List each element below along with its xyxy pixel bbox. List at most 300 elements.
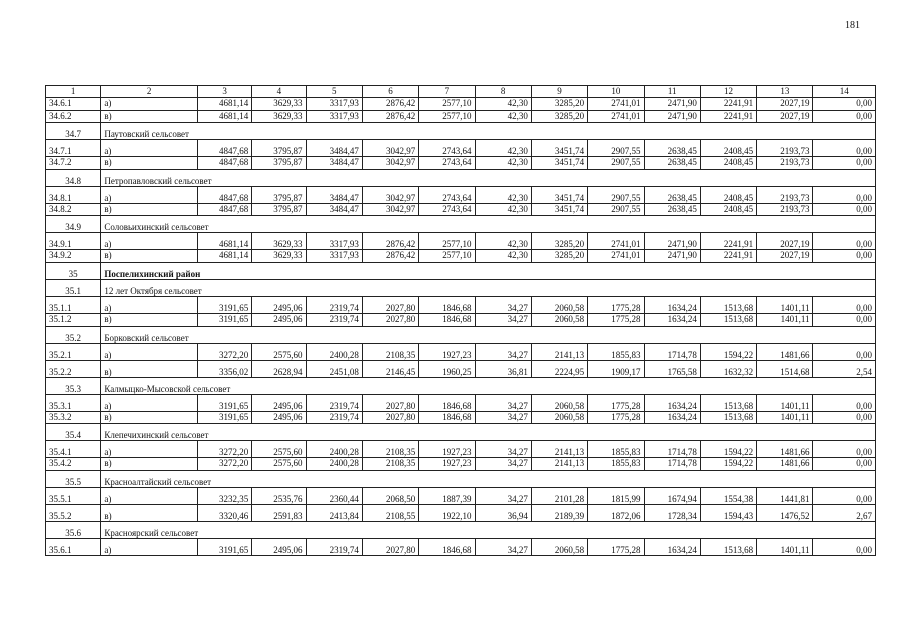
value-cell: 3629,33 <box>252 110 306 123</box>
value-cell: 42,30 <box>475 140 531 157</box>
value-cell: 2400,28 <box>306 458 362 471</box>
value-cell: 2495,06 <box>252 538 306 555</box>
value-cell: 2876,42 <box>362 250 418 263</box>
value-cell: 1922,10 <box>419 504 475 521</box>
table-row <box>46 504 876 521</box>
value-cell: 34,27 <box>475 296 531 313</box>
value-cell: 3232,35 <box>197 487 251 504</box>
value-cell: 3317,93 <box>306 250 362 263</box>
value-cell: 1855,83 <box>588 441 644 458</box>
row-code: 34.7.1 <box>46 140 101 157</box>
row-code: 35.5 <box>46 470 101 487</box>
value-cell: 2141,13 <box>531 458 587 471</box>
value-cell: 4681,14 <box>197 250 251 263</box>
value-cell: 2408,45 <box>700 140 756 157</box>
column-number-cell: 12 <box>700 86 756 98</box>
column-number-cell: 10 <box>588 86 644 98</box>
row-label: в) <box>101 203 198 216</box>
value-cell: 0,00 <box>813 441 876 458</box>
value-cell: 42,30 <box>475 186 531 203</box>
value-cell: 4847,68 <box>197 186 251 203</box>
value-cell: 2060,58 <box>531 313 587 326</box>
value-cell: 2743,64 <box>419 140 475 157</box>
value-cell: 2027,80 <box>362 313 418 326</box>
value-cell: 42,30 <box>475 110 531 123</box>
row-code: 35.3.1 <box>46 394 101 411</box>
value-cell: 2224,95 <box>531 360 587 377</box>
value-cell: 3285,20 <box>531 98 587 111</box>
value-cell: 2060,58 <box>531 394 587 411</box>
value-cell: 2027,80 <box>362 296 418 313</box>
value-cell: 2141,13 <box>531 343 587 360</box>
value-cell: 1855,83 <box>588 343 644 360</box>
value-cell: 2193,73 <box>757 186 813 203</box>
value-cell: 3272,20 <box>197 343 251 360</box>
value-cell: 34,27 <box>475 538 531 555</box>
section-row <box>46 424 876 441</box>
value-cell: 42,30 <box>475 203 531 216</box>
value-cell: 2319,74 <box>306 394 362 411</box>
value-cell: 2575,60 <box>252 343 306 360</box>
value-cell: 2471,90 <box>644 250 700 263</box>
row-label: в) <box>101 411 198 424</box>
value-cell: 42,30 <box>475 233 531 250</box>
value-cell: 0,00 <box>813 140 876 157</box>
table-row <box>46 411 876 424</box>
value-cell: 2575,60 <box>252 441 306 458</box>
value-cell: 3484,47 <box>306 186 362 203</box>
row-label: в) <box>101 157 198 170</box>
value-cell: 1674,94 <box>644 487 700 504</box>
section-title: Красноалтайский сельсовет <box>101 470 876 487</box>
section-row <box>46 123 876 140</box>
value-cell: 3795,87 <box>252 140 306 157</box>
value-cell: 1714,78 <box>644 441 700 458</box>
section-row <box>46 470 876 487</box>
value-cell: 2060,58 <box>531 411 587 424</box>
value-cell: 2907,55 <box>588 157 644 170</box>
value-cell: 1401,11 <box>757 313 813 326</box>
value-cell: 0,00 <box>813 538 876 555</box>
row-code: 35.2.1 <box>46 343 101 360</box>
row-code: 35.4.1 <box>46 441 101 458</box>
row-label: а) <box>101 538 198 555</box>
value-cell: 3795,87 <box>252 157 306 170</box>
value-cell: 2,54 <box>813 360 876 377</box>
value-cell: 2189,39 <box>531 504 587 521</box>
column-number-cell: 14 <box>813 86 876 98</box>
value-cell: 2141,13 <box>531 441 587 458</box>
value-cell: 1401,11 <box>757 296 813 313</box>
value-cell: 42,30 <box>475 98 531 111</box>
value-cell: 2241,91 <box>700 233 756 250</box>
section-row <box>46 377 876 394</box>
value-cell: 3191,65 <box>197 538 251 555</box>
row-label: а) <box>101 186 198 203</box>
value-cell: 1632,32 <box>700 360 756 377</box>
value-cell: 2741,01 <box>588 110 644 123</box>
row-code: 35.3.2 <box>46 411 101 424</box>
section-row <box>46 216 876 233</box>
value-cell: 2400,28 <box>306 441 362 458</box>
value-cell: 3484,47 <box>306 157 362 170</box>
section-title: 12 лет Октября сельсовет <box>101 279 876 296</box>
value-cell: 2741,01 <box>588 233 644 250</box>
value-cell: 2027,19 <box>757 98 813 111</box>
column-number-header-row <box>46 86 876 98</box>
value-cell: 1927,23 <box>419 441 475 458</box>
value-cell: 3285,20 <box>531 233 587 250</box>
value-cell: 2495,06 <box>252 296 306 313</box>
value-cell: 34,27 <box>475 411 531 424</box>
value-cell: 2743,64 <box>419 203 475 216</box>
value-cell: 1401,11 <box>757 411 813 424</box>
value-cell: 2471,90 <box>644 233 700 250</box>
table-row <box>46 186 876 203</box>
value-cell: 1634,24 <box>644 394 700 411</box>
value-cell: 4681,14 <box>197 98 251 111</box>
value-cell: 1634,24 <box>644 296 700 313</box>
value-cell: 2638,45 <box>644 157 700 170</box>
row-code: 34.8.2 <box>46 203 101 216</box>
value-cell: 2193,73 <box>757 157 813 170</box>
row-code: 34.9.2 <box>46 250 101 263</box>
row-code: 34.8 <box>46 169 101 186</box>
value-cell: 1481,66 <box>757 343 813 360</box>
row-code: 34.7 <box>46 123 101 140</box>
section-title: Соловьихинский сельсовет <box>101 216 876 233</box>
value-cell: 1728,34 <box>644 504 700 521</box>
value-cell: 4847,68 <box>197 203 251 216</box>
value-cell: 2638,45 <box>644 203 700 216</box>
row-code: 35.3 <box>46 377 101 394</box>
section-title: Красноярский сельсовет <box>101 521 876 538</box>
value-cell: 2495,06 <box>252 394 306 411</box>
page-number: 181 <box>845 20 860 31</box>
value-cell: 2319,74 <box>306 296 362 313</box>
value-cell: 2027,80 <box>362 394 418 411</box>
value-cell: 2741,01 <box>588 98 644 111</box>
value-cell: 3451,74 <box>531 186 587 203</box>
section-title: Паутовский сельсовет <box>101 123 876 140</box>
table-row <box>46 98 876 111</box>
value-cell: 3629,33 <box>252 250 306 263</box>
table-row <box>46 313 876 326</box>
value-cell: 34,27 <box>475 441 531 458</box>
table-row <box>46 441 876 458</box>
value-cell: 2451,08 <box>306 360 362 377</box>
value-cell: 1714,78 <box>644 458 700 471</box>
value-cell: 1634,24 <box>644 411 700 424</box>
value-cell: 42,30 <box>475 157 531 170</box>
value-cell: 0,00 <box>813 487 876 504</box>
value-cell: 3317,93 <box>306 98 362 111</box>
value-cell: 2628,94 <box>252 360 306 377</box>
table-row <box>46 233 876 250</box>
value-cell: 1846,68 <box>419 394 475 411</box>
value-cell: 4847,68 <box>197 140 251 157</box>
district-row <box>46 262 876 279</box>
value-cell: 2638,45 <box>644 140 700 157</box>
value-cell: 3191,65 <box>197 394 251 411</box>
value-cell: 1714,78 <box>644 343 700 360</box>
value-cell: 2027,19 <box>757 250 813 263</box>
column-number-cell: 1 <box>46 86 101 98</box>
table-row <box>46 140 876 157</box>
value-cell: 2577,10 <box>419 250 475 263</box>
value-cell: 34,27 <box>475 487 531 504</box>
value-cell: 0,00 <box>813 458 876 471</box>
value-cell: 2241,91 <box>700 98 756 111</box>
value-cell: 36,94 <box>475 504 531 521</box>
value-cell: 4681,14 <box>197 233 251 250</box>
column-number-cell: 7 <box>419 86 475 98</box>
value-cell: 1775,28 <box>588 411 644 424</box>
value-cell: 2907,55 <box>588 186 644 203</box>
table-row <box>46 157 876 170</box>
value-cell: 2108,35 <box>362 343 418 360</box>
value-cell: 1513,68 <box>700 538 756 555</box>
value-cell: 34,27 <box>475 343 531 360</box>
value-cell: 1476,52 <box>757 504 813 521</box>
value-cell: 3191,65 <box>197 411 251 424</box>
row-code: 35.4 <box>46 424 101 441</box>
row-label: а) <box>101 140 198 157</box>
value-cell: 2471,90 <box>644 110 700 123</box>
value-cell: 2575,60 <box>252 458 306 471</box>
value-cell: 3484,47 <box>306 140 362 157</box>
value-cell: 1513,68 <box>700 313 756 326</box>
value-cell: 3356,02 <box>197 360 251 377</box>
row-code: 35.5.1 <box>46 487 101 504</box>
value-cell: 1775,28 <box>588 538 644 555</box>
value-cell: 2577,10 <box>419 98 475 111</box>
value-cell: 3042,97 <box>362 140 418 157</box>
value-cell: 1927,23 <box>419 343 475 360</box>
value-cell: 1775,28 <box>588 313 644 326</box>
value-cell: 2400,28 <box>306 343 362 360</box>
value-cell: 2577,10 <box>419 233 475 250</box>
section-title: Петропавловский сельсовет <box>101 169 876 186</box>
column-number-cell: 8 <box>475 86 531 98</box>
row-label: а) <box>101 441 198 458</box>
value-cell: 1887,39 <box>419 487 475 504</box>
value-cell: 3795,87 <box>252 203 306 216</box>
value-cell: 1513,68 <box>700 394 756 411</box>
column-number-cell: 11 <box>644 86 700 98</box>
value-cell: 3629,33 <box>252 233 306 250</box>
value-cell: 2108,35 <box>362 441 418 458</box>
value-cell: 0,00 <box>813 313 876 326</box>
value-cell: 3317,93 <box>306 110 362 123</box>
value-cell: 2146,45 <box>362 360 418 377</box>
value-cell: 3191,65 <box>197 296 251 313</box>
row-label: а) <box>101 343 198 360</box>
row-code: 34.7.2 <box>46 157 101 170</box>
value-cell: 2577,10 <box>419 110 475 123</box>
value-cell: 2060,58 <box>531 538 587 555</box>
row-label: а) <box>101 487 198 504</box>
value-cell: 0,00 <box>813 411 876 424</box>
value-cell: 0,00 <box>813 296 876 313</box>
column-number-cell: 9 <box>531 86 587 98</box>
value-cell: 3451,74 <box>531 203 587 216</box>
value-cell: 1775,28 <box>588 394 644 411</box>
column-number-cell: 6 <box>362 86 418 98</box>
row-code: 35.5.2 <box>46 504 101 521</box>
value-cell: 2876,42 <box>362 98 418 111</box>
value-cell: 1960,25 <box>419 360 475 377</box>
value-cell: 1846,68 <box>419 411 475 424</box>
row-label: в) <box>101 360 198 377</box>
value-cell: 2743,64 <box>419 186 475 203</box>
value-cell: 1765,58 <box>644 360 700 377</box>
value-cell: 2535,76 <box>252 487 306 504</box>
row-code: 35.1.2 <box>46 313 101 326</box>
value-cell: 2,67 <box>813 504 876 521</box>
section-row <box>46 326 876 343</box>
value-cell: 2108,35 <box>362 458 418 471</box>
row-code: 35.1 <box>46 279 101 296</box>
row-label: в) <box>101 313 198 326</box>
value-cell: 3320,46 <box>197 504 251 521</box>
value-cell: 2907,55 <box>588 203 644 216</box>
value-cell: 0,00 <box>813 233 876 250</box>
value-cell: 0,00 <box>813 250 876 263</box>
value-cell: 3317,93 <box>306 233 362 250</box>
table-body <box>46 86 876 556</box>
value-cell: 1855,83 <box>588 458 644 471</box>
value-cell: 1401,11 <box>757 538 813 555</box>
value-cell: 1775,28 <box>588 296 644 313</box>
value-cell: 2193,73 <box>757 140 813 157</box>
value-cell: 1846,68 <box>419 313 475 326</box>
section-title: Калмыцко-Мысовской сельсовет <box>101 377 876 394</box>
section-row <box>46 279 876 296</box>
row-code: 35.6 <box>46 521 101 538</box>
value-cell: 1634,24 <box>644 538 700 555</box>
table-row <box>46 458 876 471</box>
value-cell: 4681,14 <box>197 110 251 123</box>
value-cell: 0,00 <box>813 343 876 360</box>
value-cell: 2060,58 <box>531 296 587 313</box>
value-cell: 1815,99 <box>588 487 644 504</box>
value-cell: 2471,90 <box>644 98 700 111</box>
value-cell: 2027,80 <box>362 411 418 424</box>
value-cell: 0,00 <box>813 110 876 123</box>
row-code: 35.2.2 <box>46 360 101 377</box>
value-cell: 2408,45 <box>700 157 756 170</box>
value-cell: 1513,68 <box>700 296 756 313</box>
table-row <box>46 110 876 123</box>
value-cell: 1554,38 <box>700 487 756 504</box>
value-cell: 3795,87 <box>252 186 306 203</box>
column-number-cell: 2 <box>101 86 198 98</box>
value-cell: 4847,68 <box>197 157 251 170</box>
value-cell: 0,00 <box>813 394 876 411</box>
value-cell: 3042,97 <box>362 186 418 203</box>
value-cell: 2408,45 <box>700 203 756 216</box>
value-cell: 3484,47 <box>306 203 362 216</box>
row-label: а) <box>101 394 198 411</box>
table-row <box>46 250 876 263</box>
value-cell: 1634,24 <box>644 313 700 326</box>
value-cell: 1594,22 <box>700 458 756 471</box>
value-cell: 2241,91 <box>700 110 756 123</box>
value-cell: 2408,45 <box>700 186 756 203</box>
row-label: в) <box>101 110 198 123</box>
value-cell: 3285,20 <box>531 110 587 123</box>
value-cell: 3285,20 <box>531 250 587 263</box>
value-cell: 2360,44 <box>306 487 362 504</box>
table-row <box>46 487 876 504</box>
value-cell: 1846,68 <box>419 296 475 313</box>
column-number-cell: 13 <box>757 86 813 98</box>
value-cell: 1513,68 <box>700 411 756 424</box>
value-cell: 2101,28 <box>531 487 587 504</box>
value-cell: 2319,74 <box>306 538 362 555</box>
value-cell: 1514,68 <box>757 360 813 377</box>
value-cell: 2741,01 <box>588 250 644 263</box>
value-cell: 2743,64 <box>419 157 475 170</box>
value-cell: 2319,74 <box>306 411 362 424</box>
value-cell: 2591,83 <box>252 504 306 521</box>
value-cell: 0,00 <box>813 203 876 216</box>
value-cell: 1872,06 <box>588 504 644 521</box>
value-cell: 1909,17 <box>588 360 644 377</box>
section-title: Клепечихинский сельсовет <box>101 424 876 441</box>
value-cell: 34,27 <box>475 458 531 471</box>
table-row <box>46 203 876 216</box>
value-cell: 42,30 <box>475 250 531 263</box>
section-row <box>46 521 876 538</box>
value-cell: 34,27 <box>475 394 531 411</box>
value-cell: 2907,55 <box>588 140 644 157</box>
value-cell: 2495,06 <box>252 411 306 424</box>
section-title: Борковский сельсовет <box>101 326 876 343</box>
value-cell: 2413,84 <box>306 504 362 521</box>
table-row <box>46 296 876 313</box>
row-label: в) <box>101 250 198 263</box>
table-row <box>46 538 876 555</box>
table-row <box>46 343 876 360</box>
value-cell: 1481,66 <box>757 441 813 458</box>
row-code: 34.6.1 <box>46 98 101 111</box>
table-row <box>46 394 876 411</box>
value-cell: 2027,80 <box>362 538 418 555</box>
value-cell: 3451,74 <box>531 140 587 157</box>
row-code: 34.8.1 <box>46 186 101 203</box>
column-number-cell: 5 <box>306 86 362 98</box>
value-cell: 2876,42 <box>362 233 418 250</box>
value-cell: 0,00 <box>813 98 876 111</box>
row-code: 35.1.1 <box>46 296 101 313</box>
column-number-cell: 4 <box>252 86 306 98</box>
value-cell: 2027,19 <box>757 110 813 123</box>
row-code: 35 <box>46 262 101 279</box>
tariff-table <box>45 85 876 556</box>
value-cell: 1481,66 <box>757 458 813 471</box>
row-label: а) <box>101 296 198 313</box>
row-code: 35.2 <box>46 326 101 343</box>
value-cell: 2638,45 <box>644 186 700 203</box>
row-label: в) <box>101 458 198 471</box>
row-label: а) <box>101 98 198 111</box>
row-code: 34.9 <box>46 216 101 233</box>
value-cell: 3272,20 <box>197 458 251 471</box>
value-cell: 2068,50 <box>362 487 418 504</box>
row-label: в) <box>101 504 198 521</box>
